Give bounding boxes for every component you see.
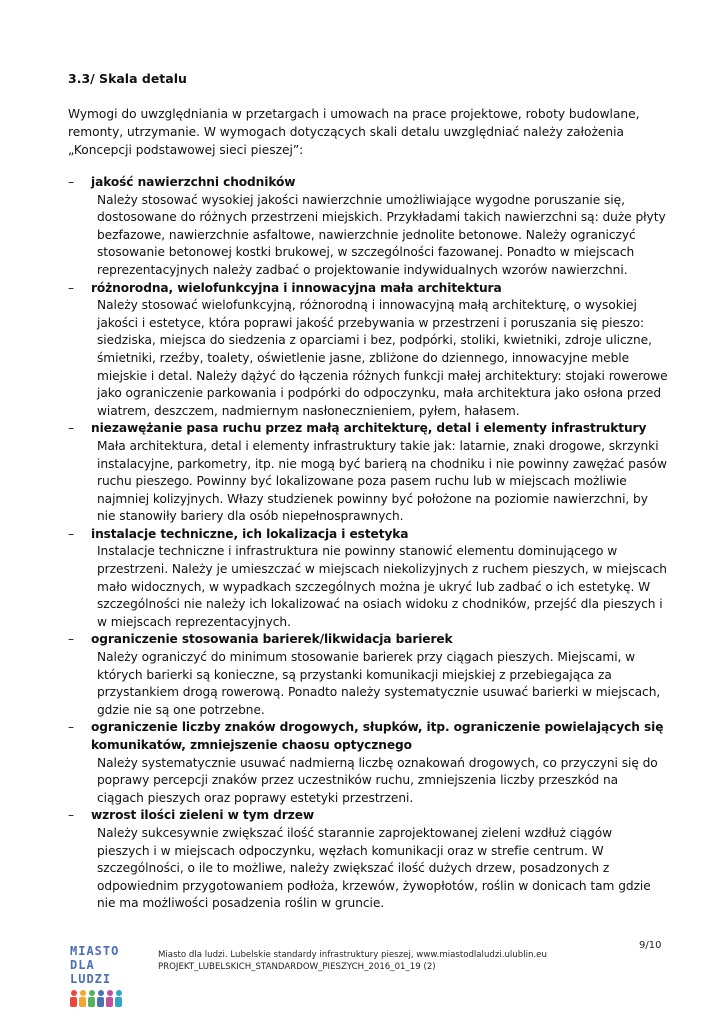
bullet-dash: –	[68, 280, 75, 295]
list-item-body: Należy stosować wysokiej jakości nawierzchnie umożliwiające wygodne poruszanie się, dostosowane do różnych przestrzeni miejskich. Przykładami takich nawierzchni są: duże płyty bezfazowe, nawierzchnie asfaltowe, nawierzchnie jednolite betonowe. Należy ograniczyć stosowanie betonowej kostki brukowej, w szczególności fazowanej. Ponadto w miejscach reprezentacyjnych należy zadbać o projektowanie indywidualnych wzorów nawierzchni.	[97, 192, 666, 277]
list-item-body: Należy ograniczyć do minimum stosowanie barierek przy ciągach pieszych. Miejscami, w których barierki są konieczne, są przystanki komunikacji miejskiej z przebiegająca za przystankiem drogą rowerową. Ponadto należy systematycznie usuwać barierki w miejscach, gdzie nie są one potrzebne.	[97, 650, 661, 717]
list-item-body: Należy stosować wielofunkcyjną, różnorodną i innowacyjną małą architekturę, o wysokiej jakości i estetyce, która poprawi jakość przebywania w przestrzeni i poruszania się pieszo: siedziska, miejsca do siedzenia z oparciami i bez, podpórki, stoliki, kwietniki, zdroje uliczne, śmietniki, rzeźby, toalety, oświetlenie jasne, zbliżone do dziennego, innowacyjne meble miejskie i detal. Należy dążyć do łączenia różnych funkcji małej architektury: stojaki rowerowe jako ograniczenie parkowania i podpórki do odpoczynku, mała architektura jako osłona przed wiatrem, deszczem, nadmiernym nasłonecznieniem, pyłem, hałasem.	[97, 298, 668, 418]
list-item-body: Mała architektura, detal i elementy infrastruktury takie jak: latarnie, znaki drogowe, skrzynki instalacyjne, parkometry, itp. nie mogą być barierą na chodniku i nie powinny zawężać pasów ruchu pieszego. Powinny być lokalizowane poza pasem ruchu lub w miejscach możliwie najmniej kolizyjnych. Włazy studzienek powinny być położone na poziomie nawierzchni, by nie stanowiły bariery dla osób niepełnosprawnych.	[97, 438, 667, 524]
person-figure-icon	[115, 990, 122, 1010]
list-item-title: ograniczenie liczby znaków drogowych, słupków, itp. ograniczenie powielających się komunikatów, zmniejszenie chaosu optycznego	[91, 720, 664, 752]
bullet-dash: –	[68, 720, 75, 735]
miasto-dla-ludzi-logo	[70, 944, 130, 1016]
person-figure-icon	[106, 990, 113, 1010]
page-number: 9/10	[639, 940, 662, 951]
list-item	[68, 631, 668, 719]
footer-text	[158, 950, 547, 973]
intro-paragraph: Wymogi do uwzględniania w przetargach i umowach na prace projektowe, roboty budowlane, remonty, utrzymanie. W wymogach dotyczących skali detalu uwzględniać należy założenia „Koncepcji podstawowej sieci pieszej”:	[68, 107, 640, 157]
list-item	[68, 807, 668, 913]
person-figure-icon	[97, 990, 104, 1010]
requirements-list	[68, 174, 668, 913]
list-item	[68, 526, 668, 632]
list-item	[68, 280, 668, 421]
list-item-title: instalacje techniczne, ich lokalizacja i estetyka	[91, 526, 409, 541]
list-item	[68, 174, 668, 280]
person-figure-icon	[88, 990, 95, 1010]
list-item-body: Instalacje techniczne i infrastruktura nie powinny stanowić elementu dominującego w przestrzeni. Należy je umieszczać w miejscach niekolizyjnych z ruchem pieszych, w miejscach mało widocznych, w wypadkach szczególnych można je ukryć lub zadbać o ich estetykę. W szczególności nie należy ich lokalizować na osiach widoku z chodników, przejść dla pieszych i w miejscach reprezentacyjnych.	[97, 544, 667, 629]
person-figure-icon	[79, 990, 86, 1010]
list-item-title: jakość nawierzchni chodników	[91, 175, 296, 189]
bullet-dash: –	[68, 421, 75, 436]
list-item	[68, 420, 668, 526]
list-item-body: Należy sukcesywnie zwiększać ilość starannie zaprojektowanej zieleni wzdłuż ciągów pieszych i w miejscach odpoczynku, węzłach komunikacji oraz w strefie centrum. W szczególności, o ile to możliwe, należy zwiększać ilość dużych drzew, posadzonych z odpowiednim przygotowaniem podłoża, krzewów, żywopłotów, roślin w donicach tam gdzie nie ma możliwości posadzenia roślin w gruncie.	[97, 825, 651, 911]
logo-text-line2: DLA LUDZI	[70, 958, 112, 986]
person-figure-icon	[70, 990, 77, 1010]
footer-line-1: Miasto dla ludzi. Lubelskie standardy infrastruktury pieszej, www.miastodlaludzi.ulublin.eu	[158, 950, 547, 960]
bullet-dash: –	[68, 175, 75, 189]
list-item-body: Należy systematycznie usuwać nadmierną liczbę oznakowań drogowych, co przyczyni się do poprawy percepcji znaków przez uczestników ruchu, zmniejszenia liczby przeszkód na ciągach pieszych oraz poprawy estetyki przestrzeni.	[97, 755, 658, 805]
bullet-dash: –	[68, 808, 75, 823]
list-item-title: niezawężanie pasa ruchu przez małą architekturę, detal i elementy infrastruktury	[91, 421, 647, 436]
bullet-dash: –	[68, 632, 75, 647]
logo-text-line1: MIASTO	[70, 944, 120, 958]
list-item	[68, 719, 668, 807]
list-item-title: ograniczenie stosowania barierek/likwidacja barierek	[91, 632, 453, 647]
section-heading: 3.3/ Skala detalu	[68, 71, 187, 86]
list-item-title: różnorodna, wielofunkcyjna i innowacyjna mała architektura	[91, 280, 502, 295]
bullet-dash: –	[68, 526, 75, 541]
logo-people-icon	[70, 990, 130, 1012]
list-item-title: wzrost ilości zieleni w tym drzew	[91, 808, 315, 823]
footer-line-2: PROJEKT_LUBELSKICH_STANDARDOW_PIESZYCH_2016_01_19 (2)	[158, 961, 436, 972]
